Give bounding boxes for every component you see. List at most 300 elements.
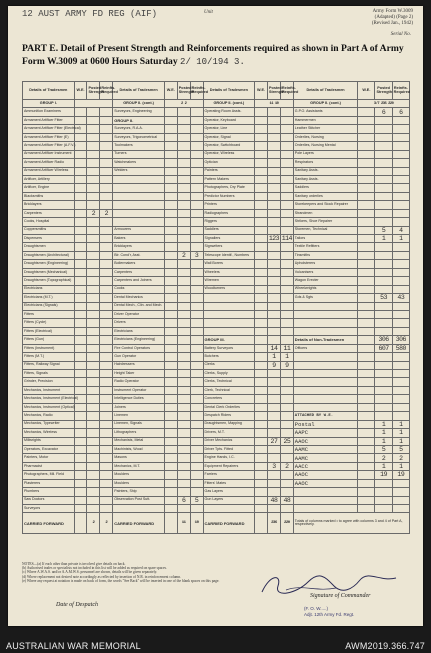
we-value — [358, 235, 375, 243]
we-value — [255, 488, 268, 496]
posted-value — [268, 479, 281, 487]
reinf-value — [190, 437, 203, 445]
trade-name: Fitters (Cycle) — [23, 319, 75, 327]
reinf-value: 25 — [280, 437, 293, 445]
posted-value — [87, 167, 100, 175]
posted-value — [87, 218, 100, 226]
reinf-value — [190, 471, 203, 479]
posted-value — [375, 260, 392, 268]
archive-name: AUSTRALIAN WAR MEMORIAL — [6, 641, 141, 651]
note-line: (c) Where A.W.A.S. and/or A.A.M.W.S. personnel are shown, details will be given separately. — [22, 570, 158, 575]
reinf-value — [190, 201, 203, 209]
posted-value — [268, 386, 281, 394]
reinf-value — [280, 319, 293, 327]
trade-name: Hammermen — [293, 116, 358, 124]
reinf-value — [100, 361, 113, 369]
table-row — [23, 285, 410, 293]
posted-value — [177, 395, 190, 403]
we-value — [358, 294, 375, 302]
we-value — [255, 184, 268, 192]
reinf-value — [392, 285, 409, 293]
we-value — [74, 412, 87, 420]
we-value — [358, 201, 375, 209]
reinf-value — [100, 479, 113, 487]
reinf-value: 19 — [392, 471, 409, 479]
we-value — [164, 429, 177, 437]
reinf-value — [280, 192, 293, 200]
we-value — [74, 344, 87, 352]
group-label: GROUP II. (cont.) — [293, 100, 358, 108]
posted-value: 2 — [87, 209, 100, 217]
we-value — [358, 386, 375, 394]
reinf-value — [100, 471, 113, 479]
posted-value: 5 — [375, 226, 392, 234]
reinf-value: 11 — [280, 344, 293, 352]
we-value — [74, 505, 87, 513]
we-value — [255, 159, 268, 167]
we-value — [255, 437, 268, 445]
trade-name: Operator, Wireless — [203, 150, 255, 158]
we-value — [255, 285, 268, 293]
trade-name: Turners — [113, 150, 165, 158]
we-value — [74, 268, 87, 276]
we-value — [164, 488, 177, 496]
we-value — [358, 462, 375, 470]
reinf-value: 1 — [392, 235, 409, 243]
posted-value — [87, 268, 100, 276]
posted-value — [268, 294, 281, 302]
table-row — [23, 344, 410, 352]
reinf-value — [280, 395, 293, 403]
we-value — [164, 142, 177, 150]
table-row — [23, 327, 410, 335]
reinf-value: 2 — [392, 454, 409, 462]
posted-value — [375, 412, 392, 420]
reinf-value — [100, 302, 113, 310]
table-row — [23, 251, 410, 259]
trade-name: Armament Artificer Fitter (Electrical) — [23, 125, 75, 133]
reinf-value — [100, 150, 113, 158]
we-value — [74, 302, 87, 310]
posted-value — [375, 488, 392, 496]
posted-value: 48 — [268, 496, 281, 504]
form-title — [22, 42, 412, 69]
posted-value — [177, 505, 190, 513]
we-value — [255, 294, 268, 302]
reinf-value — [280, 218, 293, 226]
posted-value — [268, 260, 281, 268]
posted-value — [87, 319, 100, 327]
reinf-value — [100, 378, 113, 386]
we-value — [74, 462, 87, 470]
posted-value — [268, 277, 281, 285]
we-value — [358, 218, 375, 226]
we-value — [255, 395, 268, 403]
table-row — [23, 310, 410, 318]
trade-name: Drivers — [113, 319, 165, 327]
trade-name: Surveyors, Engineering — [113, 108, 165, 116]
we-value — [74, 378, 87, 386]
we-value — [74, 310, 87, 318]
we-value — [358, 471, 375, 479]
trade-name: Clerks — [203, 361, 255, 369]
posted-value — [177, 361, 190, 369]
we-value — [74, 285, 87, 293]
we-value — [74, 429, 87, 437]
reinf-value — [392, 361, 409, 369]
reinf-value — [190, 294, 203, 302]
signature-label: Signature of Commander — [310, 593, 371, 599]
trade-name: Electricians — [23, 285, 75, 293]
posted-value — [375, 218, 392, 226]
trade-name: Fitters (M.T.) — [23, 353, 75, 361]
posted-value — [268, 218, 281, 226]
posted-value — [177, 302, 190, 310]
reinf-value — [100, 142, 113, 150]
group-total: 2 2 — [164, 100, 203, 108]
posted-value — [375, 251, 392, 259]
we-value — [358, 184, 375, 192]
we-value — [358, 175, 375, 183]
we-value — [358, 159, 375, 167]
posted-value — [87, 243, 100, 251]
reinf-value — [100, 445, 113, 453]
trade-name: Electricians — [113, 327, 165, 335]
we-value — [255, 327, 268, 335]
reinf-value — [100, 429, 113, 437]
we-value — [164, 479, 177, 487]
title-text: Detail of Present Strength and Reinforcements required as shown in Part A of Army Form W.3009 at 0600 Hours Saturday — [22, 43, 404, 67]
we-value — [74, 235, 87, 243]
reinf-value — [190, 386, 203, 394]
trade-name: Surveyors — [23, 505, 75, 513]
reinf-value — [280, 488, 293, 496]
trade-name: Cooks — [113, 285, 165, 293]
posted-value — [268, 209, 281, 217]
posted-value — [268, 150, 281, 158]
posted-value — [177, 319, 190, 327]
trade-name: Clerks, Supply — [203, 370, 255, 378]
posted-value — [177, 479, 190, 487]
posted-value — [87, 496, 100, 504]
we-value — [358, 496, 375, 504]
trade-name: Electricians (Engineering) — [113, 336, 165, 344]
we-value — [358, 319, 375, 327]
reinf-value — [392, 395, 409, 403]
trade-name: Millwrights — [23, 437, 75, 445]
reinf-value: 6 — [392, 108, 409, 116]
we-value — [255, 192, 268, 200]
reinf-value — [392, 184, 409, 192]
posted-value: 2 — [177, 251, 190, 259]
we-value — [164, 336, 177, 344]
table-row — [23, 505, 410, 513]
trade-name: Fitters (Instrument) — [23, 344, 75, 352]
reinf-value — [190, 184, 203, 192]
table-row — [23, 150, 410, 158]
reinf-value — [392, 403, 409, 411]
posted-value — [268, 429, 281, 437]
we-value — [74, 184, 87, 192]
trade-name: Mechanics, Radio — [23, 412, 75, 420]
reinf-header: Reinfts. Required — [100, 82, 113, 100]
posted-value — [177, 294, 190, 302]
we-value — [358, 344, 375, 352]
posted-value: 123 — [268, 235, 280, 243]
reinf-value — [280, 116, 293, 124]
trade-name: Dental Mech., Clin. and Mech. — [113, 302, 165, 310]
we-value — [74, 488, 87, 496]
reinf-header: Reinfts. Required — [190, 82, 203, 100]
reinf-value — [100, 395, 113, 403]
table-row — [23, 243, 410, 251]
we-value — [358, 285, 375, 293]
form-line: Army Form W.3009 — [372, 9, 413, 14]
table-row — [23, 302, 410, 310]
trade-name — [293, 327, 358, 335]
posted-value — [177, 420, 190, 428]
trade-name — [293, 361, 358, 369]
trade-name: Artificer, Artillery — [23, 175, 75, 183]
we-value — [358, 150, 375, 158]
we-value — [164, 420, 177, 428]
posted-value — [87, 479, 100, 487]
reinf-value — [392, 260, 409, 268]
table-row — [23, 201, 410, 209]
trade-name: Orderlies, Nursing Mental — [293, 142, 358, 150]
we-value — [74, 277, 87, 285]
posted-value — [375, 201, 392, 209]
posted-value — [177, 429, 190, 437]
posted-value — [268, 184, 281, 192]
posted-value — [268, 226, 281, 234]
we-value — [255, 462, 268, 470]
we-value — [358, 395, 375, 403]
trade-name: Wiremen — [203, 277, 255, 285]
reinf-value — [100, 243, 113, 251]
posted-value — [268, 285, 281, 293]
trade-name: Operator, Line — [203, 125, 255, 133]
posted-value — [87, 505, 100, 513]
reinf-value — [190, 327, 203, 335]
reinf-value: 4 — [392, 226, 409, 234]
trade-name: AAPC — [293, 429, 358, 437]
posted-value — [87, 378, 100, 386]
we-value — [255, 479, 268, 487]
table-row — [23, 294, 410, 302]
reinf-value — [100, 108, 113, 116]
posted-value: 1 — [375, 429, 392, 437]
posted-value — [87, 429, 100, 437]
posted-value — [268, 471, 281, 479]
trade-name — [293, 353, 358, 361]
reinf-value — [190, 462, 203, 470]
reinf-value: 3 — [190, 251, 203, 259]
we-value — [358, 479, 375, 487]
reinf-value — [190, 336, 203, 344]
reinf-value — [280, 184, 293, 192]
table-row — [23, 488, 410, 496]
we-value — [74, 336, 87, 344]
we-value — [255, 319, 268, 327]
table-row — [23, 412, 410, 420]
posted-header: Posted Strength — [87, 82, 100, 100]
reinf-value — [190, 142, 203, 150]
trade-name: Saddlers — [293, 184, 358, 192]
we-value — [358, 209, 375, 217]
posted-value — [177, 108, 190, 116]
note-line: (d) Where replacement not desired note accordingly as reflected by insertion of N.R. in reinforcement column. — [22, 574, 181, 579]
trade-name: Radio Operator — [113, 378, 165, 386]
reinf-value — [190, 454, 203, 462]
trade-name: Draughtsmen, Mapping — [203, 420, 255, 428]
posted-value — [87, 420, 100, 428]
trade-name: Dental Mechanics — [113, 294, 165, 302]
we-value — [164, 505, 177, 513]
we-value — [358, 310, 375, 318]
reinf-value — [100, 277, 113, 285]
posted-value — [87, 175, 100, 183]
we-value — [358, 167, 375, 175]
reinf-value — [190, 175, 203, 183]
table-row — [23, 167, 410, 175]
trade-name: Clerk, Technical — [203, 386, 255, 394]
reinf-value — [280, 226, 293, 234]
reinf-value — [100, 386, 113, 394]
posted-value — [87, 353, 100, 361]
we-value — [74, 496, 87, 504]
table-row — [23, 235, 410, 243]
trade-name: Fitters, Railway Signal — [23, 361, 75, 369]
posted-value — [268, 505, 281, 513]
group-total — [74, 100, 113, 108]
reinf-value — [100, 226, 113, 234]
reinf-value — [280, 310, 293, 318]
table-row — [23, 462, 410, 470]
reinf-value — [392, 353, 409, 361]
adjutant-stamp — [304, 606, 354, 618]
we-value — [164, 353, 177, 361]
table-row — [23, 133, 410, 141]
trade-name: AAOC — [293, 479, 358, 487]
posted-value — [87, 192, 100, 200]
we-value — [74, 260, 87, 268]
trade-name — [293, 378, 358, 386]
trade-name: Pharmacist — [23, 462, 75, 470]
reinf-value — [190, 479, 203, 487]
trade-name: Draughtsmen (Topographical) — [23, 277, 75, 285]
trade-name: Wheelers — [203, 268, 255, 276]
posted-value — [87, 471, 100, 479]
reinf-value: 580 — [392, 344, 409, 352]
table-row — [23, 370, 410, 378]
posted-value — [87, 302, 100, 310]
posted-value — [87, 116, 100, 124]
trade-name: Postal — [293, 420, 358, 428]
we-value — [358, 251, 375, 259]
posted-value — [177, 462, 190, 470]
reinf-value — [100, 454, 113, 462]
we-value — [255, 403, 268, 411]
we-value — [74, 175, 87, 183]
posted-value — [268, 445, 281, 453]
trade-name — [293, 488, 358, 496]
we-value — [74, 116, 87, 124]
we-value — [74, 370, 87, 378]
we-value — [164, 167, 177, 175]
posted-value — [177, 150, 190, 158]
posted-value — [87, 370, 100, 378]
details-header: Details of Tradesmen — [23, 82, 75, 100]
posted-value — [177, 184, 190, 192]
posted-value — [268, 336, 281, 344]
reinf-value — [190, 378, 203, 386]
reinf-value — [190, 133, 203, 141]
table-row — [23, 386, 410, 394]
we-value — [255, 201, 268, 209]
posted-value — [375, 496, 392, 504]
table-row — [23, 142, 410, 150]
trade-name — [293, 310, 358, 318]
posted-value — [375, 209, 392, 217]
posted-value — [268, 302, 281, 310]
carried-forward-label: CARRIED FORWARD — [203, 513, 255, 534]
posted-value — [268, 251, 281, 259]
posted-value — [268, 133, 281, 141]
posted-value — [177, 378, 190, 386]
posted-value — [177, 167, 190, 175]
we-value — [255, 412, 268, 420]
posted-value — [375, 302, 392, 310]
we-value — [255, 116, 268, 124]
we-value — [358, 403, 375, 411]
we-value — [255, 310, 268, 318]
posted-value — [177, 175, 190, 183]
reinf-value — [190, 445, 203, 453]
we-value — [164, 226, 177, 234]
table-row — [23, 454, 410, 462]
posted-value — [268, 108, 281, 116]
reinf-value — [100, 167, 113, 175]
table-row — [23, 471, 410, 479]
table-row — [23, 159, 410, 167]
table-row — [23, 445, 410, 453]
we-value — [74, 386, 87, 394]
posted-value — [87, 226, 100, 234]
reinf-value — [100, 125, 113, 133]
posted-value — [177, 243, 190, 251]
reinf-value — [280, 445, 293, 453]
trade-name: Drivers, M.T. — [203, 429, 255, 437]
we-value — [255, 496, 268, 504]
group-label: GROUP II. (cont.) — [113, 100, 165, 108]
reinf-value — [190, 370, 203, 378]
trade-name: Fire Control Operators — [113, 344, 165, 352]
trade-name: Riggers — [203, 218, 255, 226]
reinf-value: 1 — [392, 462, 409, 470]
we-value — [164, 277, 177, 285]
reinf-value — [392, 319, 409, 327]
trade-name: Butchers — [203, 353, 255, 361]
we-value — [74, 454, 87, 462]
table-row — [23, 108, 410, 116]
trade-name: Textile Refitters — [293, 243, 358, 251]
trade-name: Armourers — [113, 226, 165, 234]
we-value — [74, 319, 87, 327]
table-row — [23, 218, 410, 226]
totals-note: Totals of columns marked • to agree with columns 3 and 4 of Part A, respectively. — [293, 513, 409, 534]
posted-value — [268, 327, 281, 335]
